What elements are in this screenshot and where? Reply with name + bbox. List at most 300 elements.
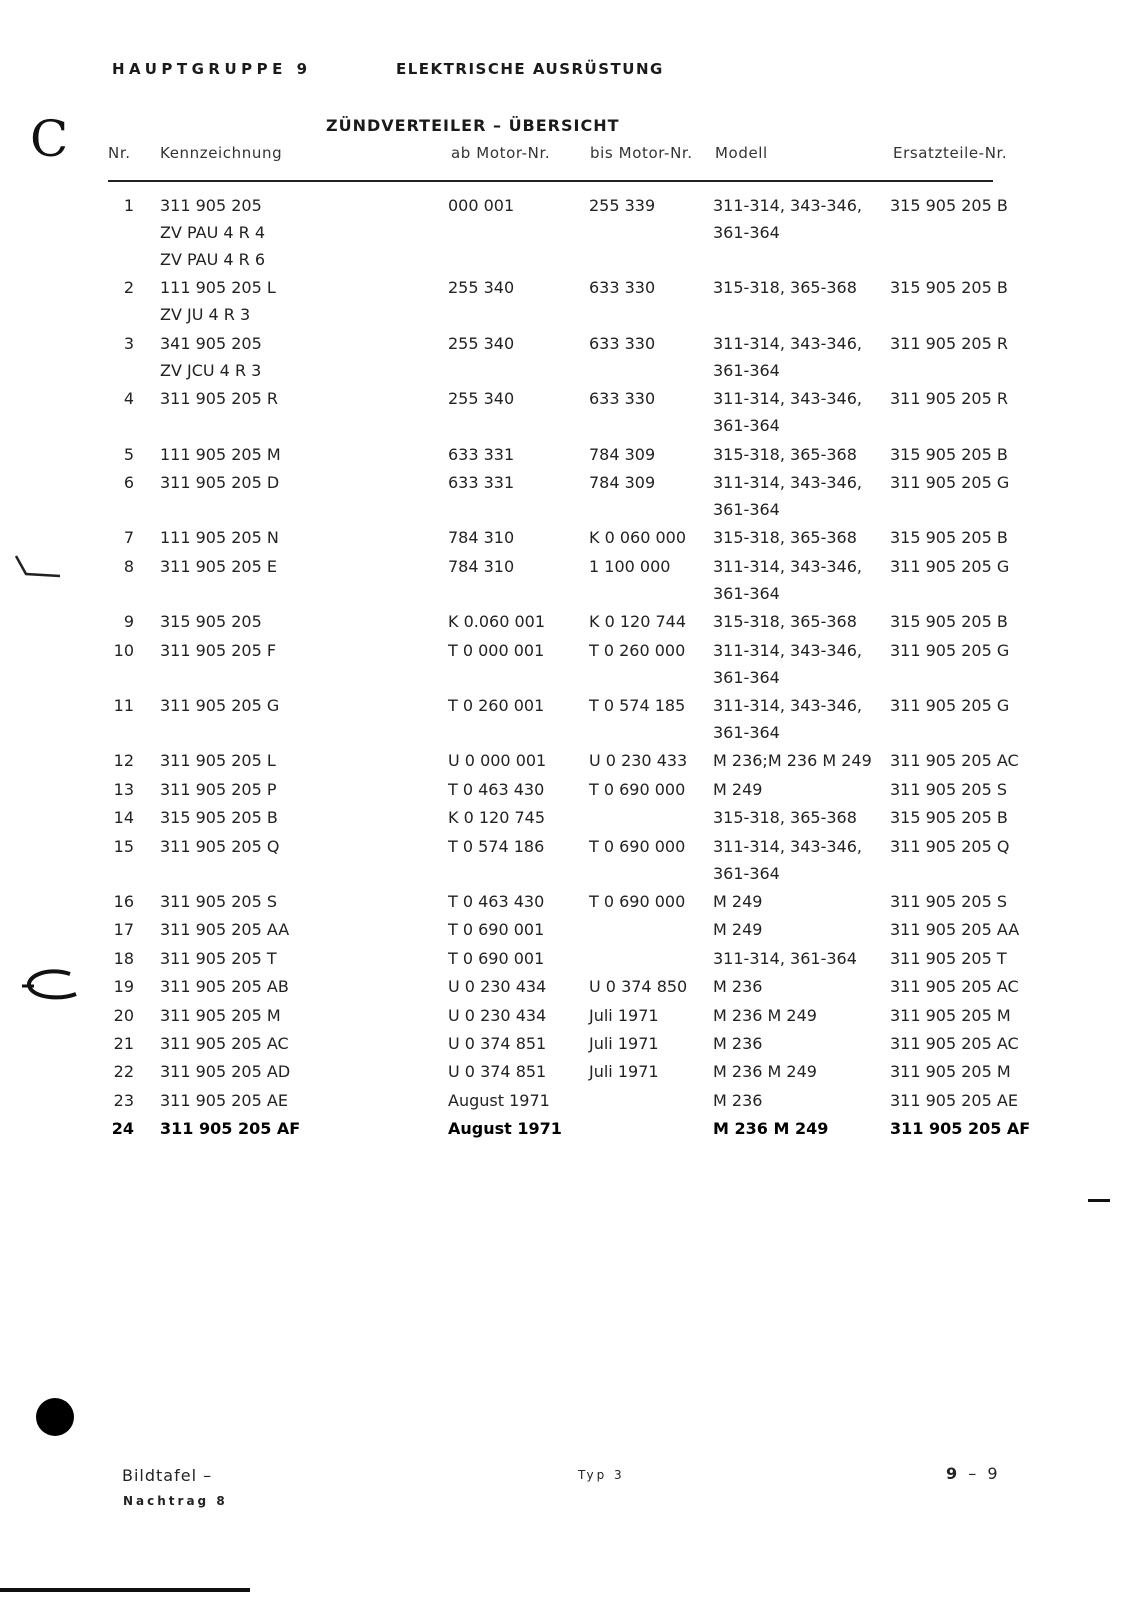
cell-line: M 236 [713,977,763,997]
cell-modell [713,385,883,439]
cell-line: 633 330 [589,333,656,353]
cell-line: U 0 000 001 [448,751,547,771]
cell-bis [589,385,709,412]
margin-dash-icon [1088,1199,1110,1202]
cell-line: 311 905 205 R [890,333,1008,353]
cell-ersatz [890,553,1030,580]
cell-kenn [160,1087,430,1114]
cell-line: 19 [113,977,134,997]
cell-line: M 236 [713,1090,763,1110]
cell-ersatz [890,1115,1030,1142]
cell-line: 311 905 205 D [160,473,280,492]
footer-bildtafel: Bildtafel – [122,1466,213,1485]
cell-line: 311 905 205 M [160,1005,281,1025]
cell-line: 16 [113,892,134,911]
cell-line: T 0 000 001 [448,640,545,660]
cell-line: 361-364 [713,863,780,883]
cell-nr [104,1058,134,1085]
cell-line: 311 905 205 T [160,948,277,968]
cell-ersatz [890,776,1030,803]
cell-line: 311-314, 343-346, [713,473,862,492]
cell-line: U 0 374 850 [589,977,688,997]
cell-bis [589,441,709,468]
cell-kenn [160,608,430,635]
cell-ab [448,945,578,972]
col-header-kennzeichnung: Kennzeichnung [160,144,283,162]
cell-modell [713,553,883,607]
cell-line: 311 905 205 G [890,696,1010,715]
cell-kenn [160,804,430,831]
cell-line: M 236;M 236 M 249 [713,751,872,771]
cell-line: U 0 374 851 [448,1034,547,1053]
cell-line: 311 905 205 E [160,556,277,576]
cell-line: 11 [113,696,134,715]
cell-line: 315 905 205 B [160,808,278,828]
cell-kenn [160,747,430,774]
cell-line: 361-364 [713,667,780,687]
cell-line: 7 [123,528,134,548]
cell-line: 633 330 [589,278,656,298]
cell-line: T 0 690 001 [448,948,545,968]
cell-line: 22 [113,1062,134,1082]
cell-line: 21 [113,1034,134,1053]
cell-line: M 249 [713,920,763,940]
cell-line: ZV PAU 4 R 4 [160,223,266,242]
cell-line: 315 905 205 [160,612,262,632]
cell-line: 311 905 205 Q [890,836,1010,856]
cell-line: T 0 690 000 [589,892,686,911]
cell-ab [448,833,578,860]
cell-ab [448,692,578,719]
cell-line: 14 [113,808,134,828]
cell-line: 311 905 205 AA [160,920,290,940]
page-title: ZÜNDVERTEILER – ÜBERSICHT [326,116,620,135]
cell-line: 311 905 205 Q [160,836,280,856]
cell-kenn [160,1115,430,1142]
cell-line: 315 905 205 B [890,444,1008,464]
cell-line: 20 [113,1005,134,1025]
cell-line: 311-314, 343-346, [713,836,862,856]
cell-bis [589,553,709,580]
cell-kenn [160,553,430,580]
cell-line: 784 309 [589,444,656,464]
cell-line: 311-314, 343-346, [713,196,862,215]
cell-ersatz [890,804,1030,831]
cell-line: 12 [113,751,134,771]
cell-line: 315-318, 365-368 [713,528,857,548]
binder-mark-c-icon: C [30,110,69,168]
cell-kenn [160,945,430,972]
cell-line: 784 309 [589,473,656,492]
binder-mark-hook-icon [12,552,62,582]
cell-line: 311 905 205 G [890,640,1010,660]
cell-line: 361-364 [713,223,780,242]
cell-line: T 0 690 001 [448,920,545,940]
cell-line: 111 905 205 N [160,528,279,548]
section-heading: ELEKTRISCHE AUSRÜSTUNG [396,60,664,78]
cell-ab [448,1058,578,1085]
cell-line: 255 340 [448,333,515,353]
cell-nr [104,973,134,1000]
cell-nr [104,441,134,468]
cell-modell [713,973,883,1000]
cell-line: ZV PAU 4 R 6 [160,250,266,269]
cell-ab [448,330,578,357]
cell-modell [713,608,883,635]
cell-nr [104,637,134,664]
cell-ab [448,1115,578,1142]
cell-bis [589,804,709,831]
cell-nr [104,945,134,972]
cell-line: 311 905 205 F [160,640,277,660]
cell-line: 315 905 205 B [890,808,1008,828]
cell-modell [713,692,883,746]
cell-modell [713,1030,883,1057]
cell-kenn [160,524,430,551]
cell-ersatz [890,274,1030,301]
cell-line: Juli 1971 [589,1005,659,1025]
cell-kenn [160,637,430,664]
cell-line: T 0 260 001 [448,696,545,715]
cell-line: 311 905 205 G [890,473,1010,492]
cell-ersatz [890,637,1030,664]
cell-line: 1 [123,196,134,215]
cell-line: 23 [113,1090,134,1110]
cell-line [589,916,709,943]
cell-ersatz [890,441,1030,468]
cell-bis [589,637,709,664]
cell-ersatz [890,330,1030,357]
cell-line: 311 905 205 S [890,779,1008,799]
page-number-major: 9 [946,1464,958,1483]
cell-kenn [160,1030,430,1057]
cell-line: 311-314, 343-346, [713,556,862,576]
cell-modell [713,441,883,468]
cell-ersatz [890,469,1030,496]
cell-ab [448,1030,578,1057]
cell-modell [713,1002,883,1029]
cell-bis [589,747,709,774]
cell-ersatz [890,888,1030,915]
cell-kenn [160,192,430,273]
cell-ersatz [890,692,1030,719]
cell-nr [104,608,134,635]
cell-line: 10 [113,640,134,660]
cell-line: 315 905 205 B [890,612,1008,632]
cell-ab [448,385,578,412]
cell-kenn [160,441,430,468]
cell-ab [448,608,578,635]
cell-line: 361-364 [713,360,780,380]
cell-ersatz [890,1058,1030,1085]
cell-line [589,1087,709,1114]
cell-ab [448,1002,578,1029]
cell-bis [589,1087,709,1114]
cell-line: U 0 374 851 [448,1062,547,1082]
cell-line: 255 339 [589,196,656,215]
cell-line: 315-318, 365-368 [713,612,857,632]
cell-line: K 0 120 745 [448,808,546,828]
cell-modell [713,330,883,384]
cell-kenn [160,692,430,719]
cell-line: 311 905 205 [160,196,262,215]
cell-kenn [160,469,430,496]
footer-nachtrag: Nachtrag 8 [123,1494,228,1508]
cell-line: 311 905 205 G [160,696,280,715]
cell-line [589,945,709,972]
cell-line: 311 905 205 AF [160,1119,301,1139]
cell-ab [448,1087,578,1114]
cell-line: 1 100 000 [589,556,671,576]
cell-bis [589,945,709,972]
cell-kenn [160,385,430,412]
cell-bis [589,1058,709,1085]
cell-line: 6 [123,473,134,492]
cell-kenn [160,1058,430,1085]
cell-line: 315-318, 365-368 [713,808,857,828]
page-number [946,1464,998,1483]
cell-line: 311 905 205 AD [160,1062,291,1082]
cell-line: T 0 463 430 [448,779,545,799]
page-number-separator: – [968,1464,977,1483]
cell-bis [589,776,709,803]
cell-line: 18 [113,948,134,968]
cell-bis [589,1115,709,1142]
cell-line: 361-364 [713,500,780,519]
cell-nr [104,747,134,774]
cell-line: 255 340 [448,389,515,409]
cell-line: August 1971 [448,1119,562,1139]
cell-line: 311 905 205 AC [890,977,1019,997]
cell-bis [589,330,709,357]
cell-modell [713,804,883,831]
cell-line: 311 905 205 AC [890,1034,1019,1053]
cell-ersatz [890,916,1030,943]
cell-line: 361-364 [713,723,780,742]
cell-ab [448,637,578,664]
cell-line: M 249 [713,779,763,799]
cell-bis [589,1002,709,1029]
cell-modell [713,637,883,691]
cell-line: 315-318, 365-368 [713,444,857,464]
cell-line: 311 905 205 AA [890,920,1020,940]
cell-line: 311 905 205 L [160,751,276,771]
cell-line: T 0 574 185 [589,696,686,715]
cell-line: Juli 1971 [589,1062,659,1082]
cell-bis [589,608,709,635]
cell-line: 17 [113,920,134,940]
cell-ersatz [890,608,1030,635]
cell-kenn [160,274,430,328]
cell-bis [589,192,709,219]
cell-line: 111 905 205 L [160,278,276,298]
cell-ab [448,469,578,496]
cell-ersatz [890,973,1030,1000]
cell-line: T 0 690 000 [589,779,686,799]
cell-ab [448,973,578,1000]
cell-nr [104,1087,134,1114]
cell-line: M 236 M 249 [713,1062,817,1082]
cell-line: 311-314, 343-346, [713,389,862,409]
cell-ab [448,192,578,219]
cell-nr [104,776,134,803]
cell-line: 311 905 205 AC [890,751,1019,771]
cell-kenn [160,1002,430,1029]
cell-kenn [160,330,430,384]
cell-line: 311 905 205 S [160,892,278,911]
binder-mark-swirl-icon [20,966,80,1006]
cell-line: 311 905 205 AB [160,977,289,997]
cell-line: 311-314, 361-364 [713,948,857,968]
cell-line: 13 [113,779,134,799]
cell-line: 311 905 205 M [890,1062,1011,1082]
cell-line: 784 310 [448,528,515,548]
cell-modell [713,1087,883,1114]
cell-nr [104,916,134,943]
cell-ab [448,441,578,468]
cell-line: 2 [123,278,134,298]
cell-line: M 236 [713,1034,763,1053]
cell-line: T 0 463 430 [448,892,545,911]
cell-line: 311 905 205 R [160,389,278,409]
cell-bis [589,973,709,1000]
col-header-nr: Nr. [108,144,131,162]
cell-line: 633 331 [448,444,515,464]
cell-line: 311-314, 343-346, [713,640,862,660]
cell-ersatz [890,385,1030,412]
cell-line: Juli 1971 [589,1034,659,1053]
cell-line: August 1971 [448,1090,550,1110]
cell-line: M 236 M 249 [713,1005,817,1025]
cell-nr [104,1002,134,1029]
cell-modell [713,274,883,301]
cell-line: 5 [123,444,134,464]
cell-modell [713,1058,883,1085]
cell-line: K 0 120 744 [589,612,687,632]
cell-bis [589,916,709,943]
cell-nr [104,888,134,915]
cell-line: 000 001 [448,196,515,215]
header-rule [108,180,993,182]
cell-line: 311 905 205 AE [160,1090,288,1110]
cell-modell [713,945,883,972]
cell-kenn [160,776,430,803]
cell-ersatz [890,1030,1030,1057]
cell-nr [104,553,134,580]
cell-bis [589,274,709,301]
cell-nr [104,1030,134,1057]
cell-line: 784 310 [448,556,515,576]
cell-line: 311 905 205 P [160,779,277,799]
cell-nr [104,1115,134,1142]
cell-line: 315 905 205 B [890,278,1008,298]
cell-kenn [160,833,430,860]
cell-line: 315-318, 365-368 [713,278,857,298]
cell-line: 633 330 [589,389,656,409]
cell-line: 111 905 205 M [160,444,281,464]
col-header-ersatzteile: Ersatzteile-Nr. [893,144,1008,162]
cell-ersatz [890,1087,1030,1114]
bottom-edge-line [0,1588,250,1592]
cell-line: K 0.060 001 [448,612,546,632]
cell-line: 311 905 205 G [890,556,1010,576]
cell-line: T 0 690 000 [589,836,686,856]
cell-line: 255 340 [448,278,515,298]
cell-nr [104,692,134,719]
cell-line: 311 905 205 T [890,948,1007,968]
cell-kenn [160,916,430,943]
cell-ab [448,888,578,915]
cell-ersatz [890,524,1030,551]
cell-line: 311 905 205 R [890,389,1008,409]
cell-line: ZV JCU 4 R 3 [160,360,262,380]
punch-hole-icon [36,1398,74,1436]
cell-line: 361-364 [713,416,780,436]
cell-modell [713,888,883,915]
cell-line: 315 905 205 B [890,528,1008,548]
cell-ab [448,553,578,580]
cell-modell [713,469,883,523]
cell-line: 3 [123,333,134,353]
cell-nr [104,192,134,219]
cell-modell [713,776,883,803]
cell-line: 633 331 [448,473,515,492]
cell-line: T 0 260 000 [589,640,686,660]
cell-line: U 0 230 434 [448,1005,547,1025]
cell-line: M 249 [713,892,763,911]
cell-bis [589,888,709,915]
cell-bis [589,833,709,860]
cell-line: 15 [113,836,134,856]
cell-line: 4 [123,389,134,409]
cell-ersatz [890,747,1030,774]
cell-line: 311 905 205 M [890,1005,1011,1025]
cell-nr [104,804,134,831]
cell-line: 311 905 205 AF [890,1119,1031,1139]
cell-bis [589,692,709,719]
cell-kenn [160,973,430,1000]
cell-modell [713,916,883,943]
cell-line: 341 905 205 [160,333,262,353]
cell-line: T 0 574 186 [448,836,545,856]
cell-line: U 0 230 433 [589,751,688,771]
cell-line: U 0 230 434 [448,977,547,997]
cell-ersatz [890,833,1030,860]
cell-line: M 236 M 249 [713,1119,829,1139]
cell-ersatz [890,192,1030,219]
cell-line: 311 905 205 AE [890,1090,1018,1110]
cell-kenn [160,888,430,915]
cell-bis [589,1030,709,1057]
cell-ab [448,916,578,943]
col-header-modell: Modell [715,144,768,162]
cell-ab [448,776,578,803]
cell-nr [104,833,134,860]
cell-ersatz [890,945,1030,972]
page-number-minor: 9 [987,1464,998,1483]
cell-ab [448,524,578,551]
cell-line: 9 [123,612,134,632]
col-header-bis-motor: bis Motor-Nr. [590,144,693,162]
cell-ersatz [890,1002,1030,1029]
cell-modell [713,192,883,246]
cell-modell [713,833,883,887]
cell-nr [104,274,134,301]
cell-line: 8 [123,556,134,576]
cell-modell [713,747,883,774]
cell-line: ZV JU 4 R 3 [160,305,251,325]
cell-bis [589,524,709,551]
